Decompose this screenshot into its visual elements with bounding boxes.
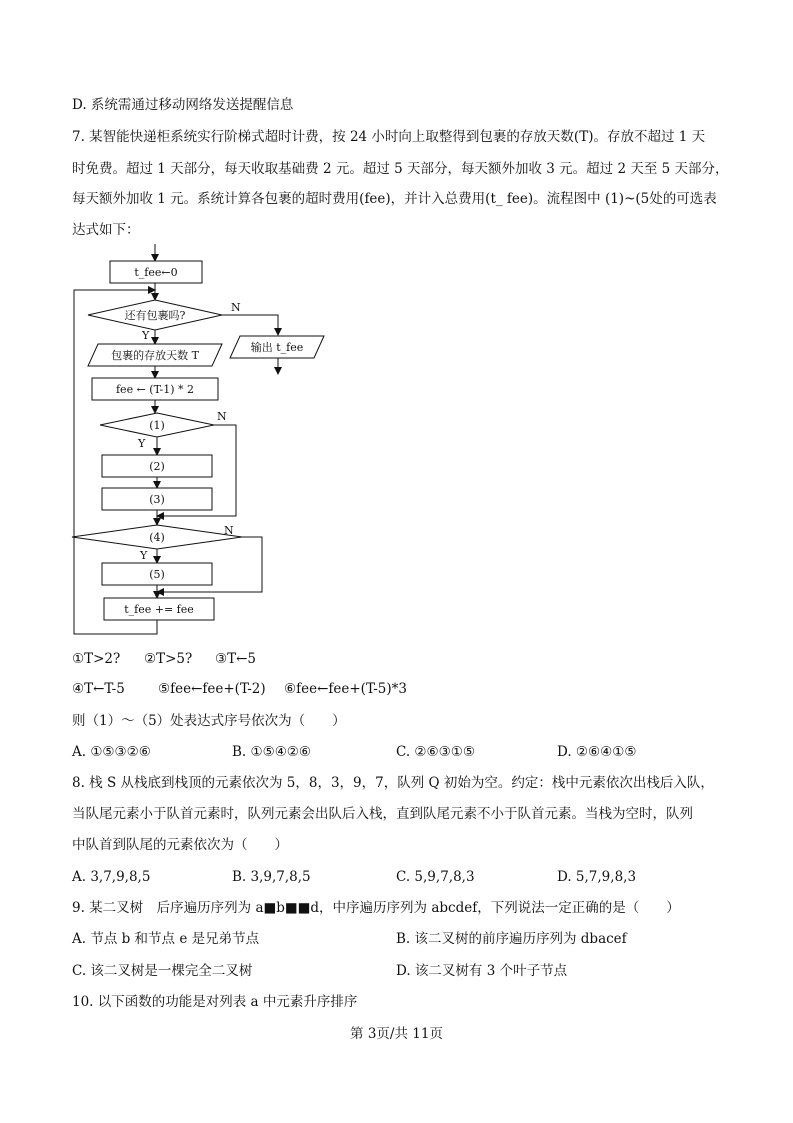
expr-option: ①T>2? [72, 651, 121, 667]
yes-label: Y [142, 329, 150, 342]
q9-choice-b: B. 该二叉树的前序遍历序列为 dbacef [396, 931, 627, 947]
q9-stem: 9. 某二叉树 后序遍历序列为 a■b■■d，中序遍历序列为 abcdef，下列说法一定正确的是（ ） [72, 900, 680, 916]
q9-choice-c: C. 该二叉树是一棵完全二叉树 [72, 963, 253, 979]
q8-choice-c: C. 5,9,7,8,3 [396, 869, 475, 885]
no-label: N [224, 524, 234, 537]
fee-calc-label: fee ← (T-1) * 2 [115, 383, 195, 396]
no-label: N [231, 301, 241, 314]
output-label: 输出 t_fee [250, 341, 304, 354]
expr-option: ②T>5? [144, 651, 193, 667]
q8-stem-line: 当队尾元素小于队首元素时，队列元素会出队后入栈，直到队尾元素不小于队首元素。当栈为空时，队列 [72, 806, 693, 822]
condition-1-label: (1) [149, 419, 165, 432]
input-label: 包裹的存放天数 T [111, 349, 199, 362]
no-label: N [217, 410, 227, 423]
yes-label: Y [138, 437, 146, 450]
q7-stem-line: 每天额外加收 1 元。系统计算各包裹的超时费用(fee)，并计入总费用(t_ fee)。流程图中 (1)~(5处的可选表 [72, 191, 717, 207]
step-2-label: (2) [149, 460, 165, 473]
q9-choice-d: D. 该二叉树有 3 个叶子节点 [396, 963, 568, 979]
q8-choice-b: B. 3,9,7,8,5 [232, 869, 311, 885]
step-3-label: (3) [149, 493, 165, 506]
init-label: t_fee←0 [134, 266, 178, 279]
q7-choice-b: B. ①⑤④②⑥ [232, 744, 312, 760]
expr-option: ③T←5 [215, 651, 257, 667]
expr-option: ⑤fee←fee+(T-2) [158, 681, 266, 697]
q7-choice-a: A. ①⑤③②⑥ [72, 744, 151, 760]
q8-choice-a: A. 3,7,9,8,5 [72, 869, 151, 885]
q7-choice-c: C. ②⑥③①⑤ [396, 744, 475, 760]
q7-choice-d: D. ②⑥④①⑤ [557, 744, 637, 760]
accumulate-label: t_fee += fee [124, 603, 194, 616]
step-5-label: (5) [149, 568, 165, 581]
flow-arrow [222, 315, 278, 335]
q7-ask: 则（1）～（5）处表达式序号依次为（ ） [72, 713, 346, 729]
q8-choice-d: D. 5,7,9,8,3 [557, 869, 637, 885]
q8-stem-line: 8. 栈 S 从栈底到栈顶的元素依次为 5，8，3，9，7，队列 Q 初始为空。约定：栈中元素依次出栈后入队， [72, 775, 714, 791]
q7-stem-line: 达式如下： [72, 222, 140, 238]
q7-stem-line: 时免费。超过 1 天部分，每天收取基础费 2 元。超过 5 天部分，每天额外加收 3 元。超过 2 天至 5 天部分， [72, 161, 729, 177]
q10-stem: 10. 以下函数的功能是对列表 a 中元素升序排序 [72, 994, 358, 1010]
more-packages-label: 还有包裹吗? [124, 309, 186, 322]
q9-choice-a: A. 节点 b 和节点 e 是兄弟节点 [72, 931, 260, 947]
yes-label: Y [140, 549, 148, 562]
expr-option: ⑥fee←fee+(T-5)*3 [284, 681, 407, 697]
q7-stem-line: 7. 某智能快递柜系统实行阶梯式超时计费，按 24 小时向上取整得到包裹的存放天数(T)。存放不超过 1 天 [72, 129, 706, 145]
q6-option-d: D. 系统需通过移动网络发送提醒信息 [72, 97, 294, 113]
condition-4-label: (4) [149, 531, 165, 544]
expr-option: ④T←T-5 [72, 681, 125, 697]
q8-stem-line: 中队首到队尾的元素依次为（ ） [72, 837, 288, 853]
page-footer: 第 3页/共 11页 [350, 1026, 443, 1042]
